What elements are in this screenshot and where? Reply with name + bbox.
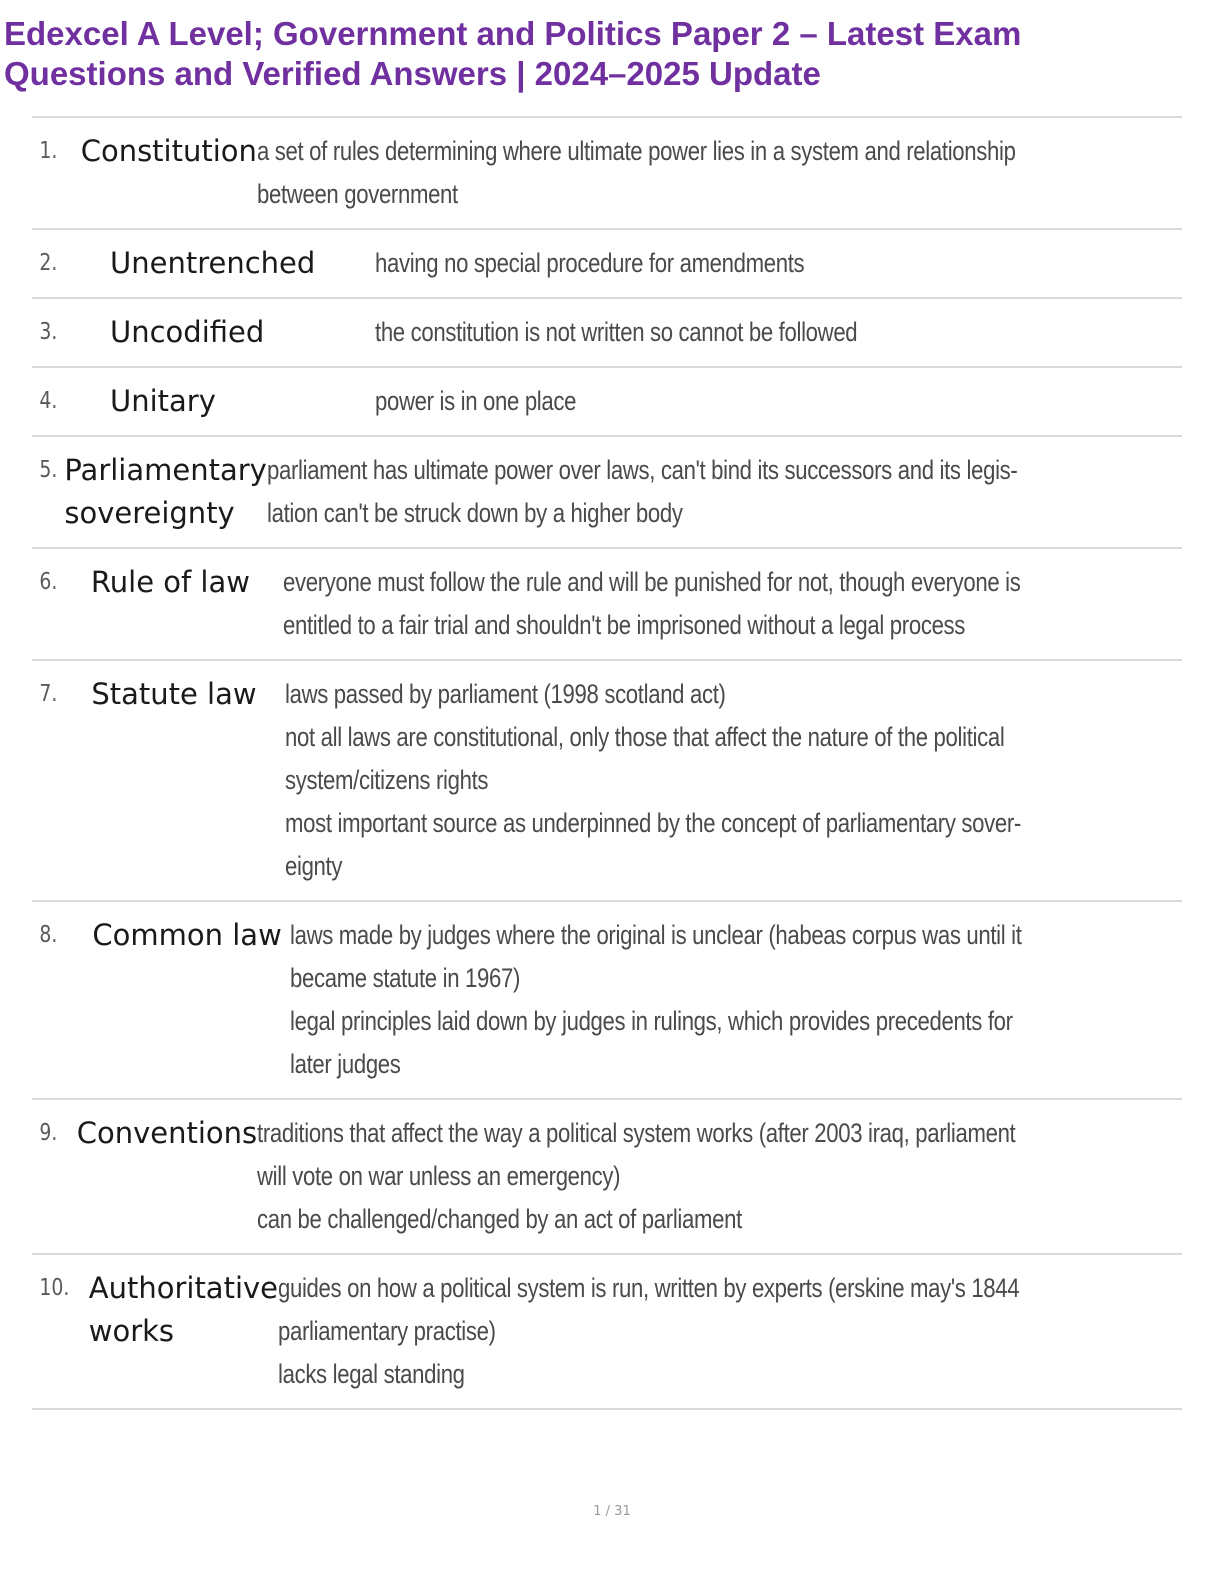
row-number: 3.: [39, 319, 58, 345]
term-row: [32, 435, 1182, 547]
term-name: [110, 230, 375, 297]
term-row: [32, 659, 1182, 900]
definition-line: not all laws are constitutional, only those that affect the nature of the political: [284, 722, 1004, 752]
term-row: [32, 1098, 1182, 1253]
term-row: [32, 547, 1182, 659]
term-row: [32, 366, 1182, 435]
terms-table: [32, 116, 1182, 1410]
term-name-line: Uncodified: [110, 315, 265, 349]
term-name-line: Unitary: [110, 384, 216, 418]
row-number: 6.: [39, 569, 58, 595]
page-number: 1 / 31: [593, 1504, 631, 1519]
term-definition: [375, 299, 1182, 366]
definition-line: became statute in 1967): [289, 963, 520, 993]
term-name: [91, 549, 283, 659]
definition-line: legal principles laid down by judges in rulings, which provides precedents for: [289, 1006, 1013, 1036]
definition-line: most important source as underpinned by the concept of parliamentary sover-: [284, 808, 1021, 838]
definition-line: guides on how a political system is run, written by experts (erskine may's 1844: [278, 1273, 1020, 1303]
term-name: [91, 661, 284, 900]
term-definition: [257, 1100, 1182, 1253]
term-name: [89, 1255, 278, 1408]
definition-line: parliament has ultimate power over laws, can't bind its successors and its legis-: [266, 455, 1018, 485]
term-definition: [285, 661, 1182, 900]
definition-line: lation can't be struck down by a higher body: [266, 498, 683, 528]
row-number: 2.: [39, 250, 58, 276]
term-name: [110, 368, 375, 435]
row-number: 7.: [39, 681, 58, 707]
definition-line: eignty: [284, 851, 342, 881]
term-definition: [375, 368, 1182, 435]
row-number: 4.: [39, 388, 58, 414]
term-name: [77, 1100, 257, 1253]
term-name-line: Statute law: [91, 677, 257, 711]
definition-line: entitled to a fair trial and shouldn't be imprisoned without a legal process: [282, 610, 965, 640]
definition-line: between government: [256, 179, 458, 209]
definition-line: having no special procedure for amendments: [375, 248, 805, 278]
row-number: 1.: [39, 138, 58, 164]
term-name-line: Constitution: [80, 134, 257, 168]
term-name-line: Unentrenched: [110, 246, 316, 280]
definition-line: will vote on war unless an emergency): [257, 1161, 621, 1191]
term-name: [81, 118, 257, 228]
definition-line: laws passed by parliament (1998 scotland act): [284, 679, 726, 709]
row-number: 8.: [39, 922, 58, 948]
definition-line: later judges: [289, 1049, 401, 1079]
definition-line: a set of rules determining where ultimate power lies in a system and relationship: [256, 136, 1016, 166]
term-name-line: Parliamentary: [64, 453, 267, 487]
row-number: 9.: [39, 1120, 58, 1146]
definition-line: the constitution is not written so cannot be followed: [375, 317, 858, 347]
definition-line: lacks legal standing: [278, 1359, 465, 1389]
definition-line: everyone must follow the rule and will be punished for not, though everyone is: [282, 567, 1021, 597]
term-name-line: Authoritative: [88, 1271, 279, 1305]
term-name: [110, 299, 375, 366]
definition-line: can be challenged/changed by an act of parliament: [257, 1204, 743, 1234]
term-name: [92, 902, 289, 1098]
term-row: [32, 116, 1182, 228]
term-row: [32, 297, 1182, 366]
definition-line: traditions that affect the way a political system works (after 2003 iraq, parliament: [257, 1118, 1016, 1148]
term-row: [32, 1253, 1182, 1410]
term-name: [64, 437, 266, 547]
term-definition: [257, 118, 1182, 228]
term-name-line: works: [88, 1314, 175, 1348]
term-definition: [267, 437, 1182, 547]
term-name-line: Common law: [92, 918, 282, 952]
term-definition: [283, 549, 1182, 659]
term-name-line: sovereignty: [64, 496, 235, 530]
term-row: [32, 228, 1182, 297]
definition-line: power is in one place: [375, 386, 577, 416]
term-definition: [375, 230, 1182, 297]
term-row: [32, 900, 1182, 1098]
row-number: 5.: [39, 457, 58, 483]
definition-line: system/citizens rights: [284, 765, 488, 795]
term-name-line: Rule of law: [90, 565, 250, 599]
title-line-1: Edexcel A Level; Government and Politics Paper 2 – Latest Exam: [4, 15, 1022, 52]
title-line-2: Questions and Verified Answers | 2024–2025 Update: [4, 55, 821, 92]
term-definition: [290, 902, 1182, 1098]
term-definition: [278, 1255, 1182, 1408]
definition-line: parliamentary practise): [278, 1316, 496, 1346]
row-number: 10.: [39, 1275, 70, 1301]
definition-line: laws made by judges where the original is unclear (habeas corpus was until it: [289, 920, 1022, 950]
document-title: [4, 14, 1204, 94]
term-name-line: Conventions: [76, 1116, 258, 1150]
